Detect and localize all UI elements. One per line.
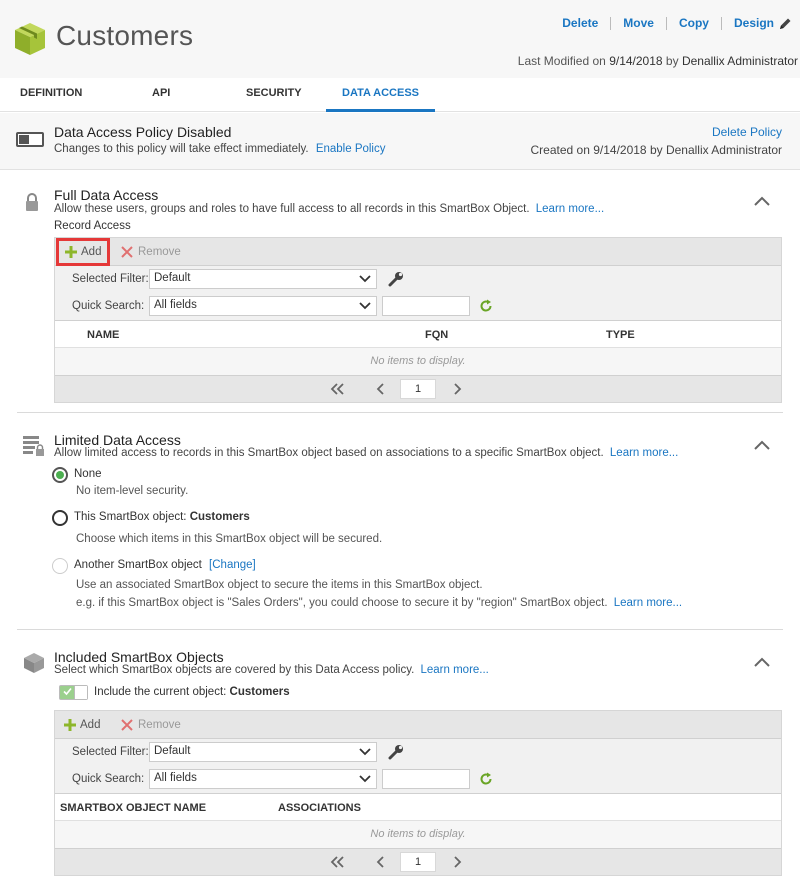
this-smartbox-object-name: Customers	[189, 511, 250, 523]
no-items-message: No items to display.	[55, 821, 781, 848]
first-page-icon[interactable]	[329, 856, 345, 868]
quick-search-label: Quick Search:	[72, 300, 145, 312]
wrench-icon[interactable]	[388, 271, 404, 287]
quick-search-row	[55, 766, 781, 793]
page-title: Customers	[56, 20, 194, 51]
quick-search-field-select[interactable]: All fields	[149, 296, 377, 316]
remove-button[interactable]: Remove	[121, 242, 181, 262]
column-name[interactable]: NAME	[87, 329, 120, 341]
selected-filter-label: Selected Filter:	[72, 746, 149, 758]
radio-this-smartbox-object[interactable]	[52, 510, 68, 526]
grid-toolbar	[55, 711, 781, 739]
page-header	[0, 0, 800, 78]
full-access-description: Allow these users, groups and roles to have full access to all records in this SmartBox Object. Learn more...	[54, 203, 605, 215]
selected-filter-select[interactable]: Default	[149, 269, 377, 289]
enable-policy-link[interactable]: Enable Policy	[315, 143, 386, 155]
page-number-input[interactable]: 1	[400, 379, 436, 399]
chevron-down-icon	[359, 302, 371, 310]
page-number-input[interactable]: 1	[400, 852, 436, 872]
policy-subtitle: Changes to this policy will take effect immediately. Enable Policy	[54, 143, 386, 155]
quick-search-input[interactable]	[382, 769, 470, 789]
collapse-chevron-up-icon[interactable]	[754, 657, 770, 667]
last-modified: Last Modified on 9/14/2018 by Denallix Administrator	[517, 54, 798, 68]
record-access-label: Record Access	[54, 220, 131, 232]
copy-button[interactable]: Copy	[666, 17, 721, 30]
add-button[interactable]: Add	[60, 715, 104, 735]
design-label: Design	[733, 16, 774, 30]
tab-definition[interactable]: DEFINITION	[20, 87, 83, 99]
column-smartbox-object-name[interactable]: SMARTBOX OBJECT NAME	[60, 802, 207, 814]
move-button[interactable]: Move	[610, 17, 666, 30]
next-page-icon[interactable]	[452, 383, 462, 395]
lock-icon	[25, 193, 39, 212]
selected-filter-label: Selected Filter:	[72, 273, 149, 285]
change-smartbox-link[interactable]: [Change]	[209, 559, 256, 571]
grid-column-header	[55, 793, 781, 821]
included-objects-title: Included SmartBox Objects	[54, 649, 224, 665]
policy-title: Data Access Policy Disabled	[54, 124, 232, 140]
first-page-icon[interactable]	[329, 383, 345, 395]
previous-page-icon[interactable]	[376, 383, 386, 395]
limited-access-title: Limited Data Access	[54, 432, 181, 448]
quick-search-label: Quick Search:	[72, 773, 145, 785]
limited-access-description: Allow limited access to records in this SmartBox object based on associations to a specific SmartBox object. Learn more...	[54, 447, 679, 459]
radio-none-label[interactable]: None	[74, 468, 102, 480]
chevron-down-icon	[359, 775, 371, 783]
pager	[55, 848, 781, 875]
another-smartbox-learn-more[interactable]: Learn more...	[613, 597, 683, 609]
refresh-icon[interactable]	[479, 299, 493, 313]
radio-none-description: No item-level security.	[76, 485, 189, 497]
full-access-learn-more[interactable]: Learn more...	[535, 203, 605, 215]
tab-api[interactable]: API	[152, 87, 171, 99]
radio-another-smartbox-example: e.g. if this SmartBox object is "Sales Orders", you could choose to secure it by "region" SmartBox object. Learn more...	[76, 597, 683, 609]
collapse-chevron-up-icon[interactable]	[754, 196, 770, 206]
include-current-object-toggle[interactable]	[59, 685, 88, 700]
radio-none[interactable]	[52, 467, 68, 483]
section-divider	[17, 629, 783, 630]
included-objects-description: Select which SmartBox objects are covered by this Data Access policy. Learn more...	[54, 664, 489, 676]
quick-search-row	[55, 293, 781, 320]
quick-search-field-select[interactable]: All fields	[149, 769, 377, 789]
wrench-icon[interactable]	[388, 744, 404, 760]
checkmark-icon	[63, 687, 72, 696]
selected-filter-row	[55, 739, 781, 766]
add-button[interactable]: Add	[56, 238, 110, 266]
last-modified-date: 9/14/2018	[609, 54, 663, 68]
tab-data-access[interactable]: DATA ACCESS	[326, 78, 435, 112]
design-button[interactable]	[721, 17, 792, 30]
radio-this-smartbox-description: Choose which items in this SmartBox object will be secured.	[76, 533, 383, 545]
column-type[interactable]: TYPE	[606, 329, 635, 341]
column-associations[interactable]: ASSOCIATIONS	[278, 802, 361, 814]
previous-page-icon[interactable]	[376, 856, 386, 868]
remove-x-icon	[121, 246, 133, 258]
plus-icon	[65, 246, 77, 258]
radio-another-smartbox-description: Use an associated SmartBox object to secure the items in this SmartBox object.	[76, 579, 483, 591]
pager	[55, 375, 781, 402]
remove-button[interactable]: Remove	[121, 715, 181, 735]
grid-column-header	[55, 320, 781, 348]
last-modified-user: Denallix Administrator	[681, 54, 798, 68]
selected-filter-row	[55, 266, 781, 293]
policy-toggle[interactable]	[16, 132, 44, 147]
header-actions	[550, 17, 792, 30]
limited-list-lock-icon	[23, 435, 45, 457]
smartbox-cube-icon	[14, 22, 46, 56]
refresh-icon[interactable]	[479, 772, 493, 786]
quick-search-input[interactable]	[382, 296, 470, 316]
chevron-down-icon	[359, 748, 371, 756]
full-access-title: Full Data Access	[54, 187, 159, 203]
tab-security[interactable]: SECURITY	[246, 87, 302, 99]
delete-button[interactable]: Delete	[562, 16, 599, 30]
include-current-object-name: Customers	[229, 686, 290, 698]
radio-another-smartbox-object[interactable]	[52, 558, 68, 574]
remove-x-icon	[121, 719, 133, 731]
grid-toolbar	[55, 238, 781, 266]
smartbox-cube-icon	[23, 652, 45, 674]
no-items-message: No items to display.	[55, 348, 781, 375]
tab-bar	[0, 78, 800, 112]
next-page-icon[interactable]	[452, 856, 462, 868]
section-divider	[17, 412, 783, 413]
selected-filter-select[interactable]: Default	[149, 742, 377, 762]
radio-another-smartbox-label[interactable]: Another SmartBox object [Change]	[74, 559, 256, 571]
column-fqn[interactable]: FQN	[425, 329, 449, 341]
chevron-down-icon	[359, 275, 371, 283]
policy-status-bar	[0, 113, 800, 170]
policy-created-info: Created on 9/14/2018 by Denallix Administrator	[530, 143, 782, 157]
plus-icon	[64, 719, 76, 731]
delete-policy-link[interactable]: Delete Policy	[711, 125, 782, 139]
record-access-grid	[54, 237, 782, 403]
include-current-object-label: Include the current object: Customers	[94, 686, 290, 698]
pencil-icon	[779, 17, 792, 30]
radio-this-smartbox-label[interactable]: This SmartBox object: Customers	[74, 511, 250, 523]
collapse-chevron-up-icon[interactable]	[754, 440, 770, 450]
included-objects-learn-more[interactable]: Learn more...	[420, 664, 489, 676]
included-objects-grid	[54, 710, 782, 876]
limited-access-learn-more[interactable]: Learn more...	[609, 447, 679, 459]
